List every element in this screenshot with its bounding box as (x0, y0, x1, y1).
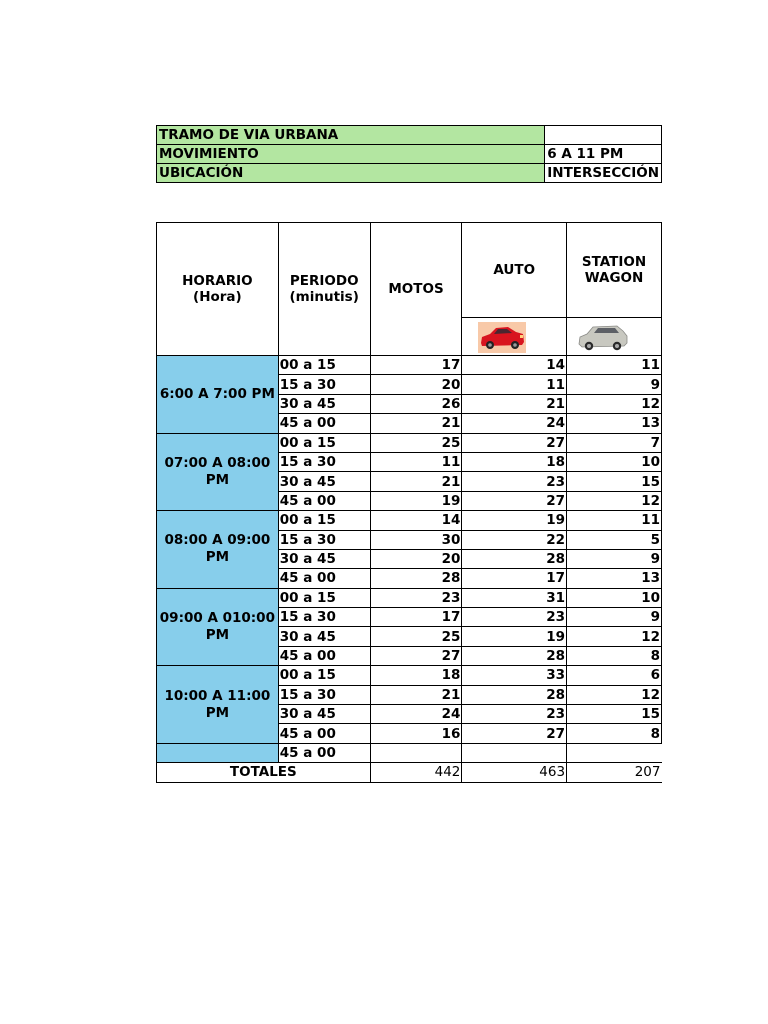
station-cell: 9 (567, 608, 662, 627)
station-image-cell (567, 318, 662, 356)
motos-cell: 20 (370, 549, 462, 568)
hour-range: 07:00 A 08:00 PM (157, 433, 279, 511)
info-table (156, 125, 662, 183)
periodo-cell: 00 a 15 (278, 511, 370, 530)
header-auto: AUTO (462, 223, 567, 318)
motos-cell: 26 (370, 394, 462, 413)
motos-cell: 30 (370, 530, 462, 549)
motos-cell: 24 (370, 705, 462, 724)
periodo-cell: 45 a 00 (278, 414, 370, 433)
station-cell: 11 (567, 356, 662, 375)
auto-cell: 31 (462, 588, 567, 607)
motos-cell: 21 (370, 472, 462, 491)
hour-range: 6:00 A 7:00 PM (157, 356, 279, 434)
station-cell: 6 (567, 666, 662, 685)
motos-cell: 18 (370, 666, 462, 685)
motos-cell: 25 (370, 627, 462, 646)
station-cell: 8 (567, 646, 662, 665)
motos-cell: 14 (370, 511, 462, 530)
totals-motos: 442 (370, 763, 462, 782)
info-label: UBICACIÓN (157, 164, 545, 183)
periodo-cell: 15 a 30 (278, 530, 370, 549)
station-cell: 12 (567, 491, 662, 510)
empty-cell (462, 743, 567, 762)
auto-cell: 28 (462, 549, 567, 568)
empty-cell (567, 743, 662, 762)
info-value (545, 126, 662, 145)
auto-cell: 17 (462, 569, 567, 588)
auto-image-cell (462, 318, 567, 356)
auto-cell: 18 (462, 452, 567, 471)
empty-cell (370, 743, 462, 762)
motos-cell: 17 (370, 356, 462, 375)
auto-cell: 19 (462, 627, 567, 646)
hour-range: 09:00 A 010:00 PM (157, 588, 279, 666)
totals-station: 207 (567, 763, 662, 782)
station-cell: 9 (567, 549, 662, 568)
periodo-cell: 15 a 30 (278, 452, 370, 471)
motos-cell: 27 (370, 646, 462, 665)
periodo-cell: 45 a 00 (278, 724, 370, 743)
auto-cell: 23 (462, 608, 567, 627)
hour-range: 08:00 A 09:00 PM (157, 511, 279, 589)
auto-cell: 28 (462, 685, 567, 704)
station-cell: 5 (567, 530, 662, 549)
header-periodo: PERIODO (minutis) (278, 223, 370, 356)
periodo-cell: 45 a 00 (278, 743, 370, 762)
periodo-cell: 45 a 00 (278, 646, 370, 665)
station-cell: 10 (567, 452, 662, 471)
auto-cell: 21 (462, 394, 567, 413)
periodo-cell: 30 a 45 (278, 394, 370, 413)
periodo-cell: 15 a 30 (278, 685, 370, 704)
table-row (157, 356, 662, 375)
auto-cell: 28 (462, 646, 567, 665)
auto-cell: 14 (462, 356, 567, 375)
periodo-cell: 45 a 00 (278, 491, 370, 510)
auto-cell: 27 (462, 433, 567, 452)
auto-cell: 27 (462, 724, 567, 743)
auto-cell: 23 (462, 705, 567, 724)
periodo-cell: 00 a 15 (278, 666, 370, 685)
header-station: STATION WAGON (567, 223, 662, 318)
motos-cell: 21 (370, 685, 462, 704)
info-row (157, 164, 662, 183)
motos-cell: 28 (370, 569, 462, 588)
auto-cell: 27 (462, 491, 567, 510)
totals-label: TOTALES (157, 763, 371, 782)
station-cell: 9 (567, 375, 662, 394)
periodo-cell: 15 a 30 (278, 375, 370, 394)
station-cell: 7 (567, 433, 662, 452)
auto-cell: 23 (462, 472, 567, 491)
station-wagon-icon (577, 322, 629, 353)
station-cell: 11 (567, 511, 662, 530)
periodo-cell: 00 a 15 (278, 356, 370, 375)
header-horario: HORARIO (Hora) (157, 223, 279, 356)
table-row (157, 433, 662, 452)
table-row (157, 511, 662, 530)
motos-cell: 16 (370, 724, 462, 743)
table-row (157, 588, 662, 607)
auto-cell: 19 (462, 511, 567, 530)
periodo-cell: 30 a 45 (278, 549, 370, 568)
station-cell: 10 (567, 588, 662, 607)
info-value: 6 A 11 PM (545, 145, 662, 164)
motos-cell: 25 (370, 433, 462, 452)
totals-row (157, 763, 662, 782)
periodo-cell: 30 a 45 (278, 472, 370, 491)
hour-range-empty (157, 743, 279, 762)
totals-auto: 463 (462, 763, 567, 782)
station-cell: 12 (567, 685, 662, 704)
station-cell: 8 (567, 724, 662, 743)
info-value: INTERSECCIÓN (545, 164, 662, 183)
periodo-cell: 00 a 15 (278, 433, 370, 452)
spreadsheet (156, 0, 662, 1024)
info-row (157, 145, 662, 164)
auto-cell: 22 (462, 530, 567, 549)
header-motos: MOTOS (370, 223, 462, 356)
station-cell: 15 (567, 705, 662, 724)
station-cell: 12 (567, 627, 662, 646)
motos-cell: 17 (370, 608, 462, 627)
periodo-cell: 00 a 15 (278, 588, 370, 607)
auto-cell: 33 (462, 666, 567, 685)
station-cell: 12 (567, 394, 662, 413)
red-car-icon (478, 322, 526, 353)
motos-cell: 21 (370, 414, 462, 433)
auto-cell: 11 (462, 375, 567, 394)
station-cell: 13 (567, 569, 662, 588)
motos-cell: 19 (370, 491, 462, 510)
hour-range: 10:00 A 11:00 PM (157, 666, 279, 744)
auto-cell: 24 (462, 414, 567, 433)
info-label: MOVIMIENTO (157, 145, 545, 164)
info-row (157, 126, 662, 145)
motos-cell: 23 (370, 588, 462, 607)
periodo-cell: 15 a 30 (278, 608, 370, 627)
motos-cell: 11 (370, 452, 462, 471)
motos-cell: 20 (370, 375, 462, 394)
table-row (157, 666, 662, 685)
station-cell: 15 (567, 472, 662, 491)
periodo-cell: 30 a 45 (278, 705, 370, 724)
info-label: TRAMO DE VIA URBANA (157, 126, 545, 145)
periodo-cell: 45 a 00 (278, 569, 370, 588)
table-row-extra (157, 743, 662, 762)
station-cell: 13 (567, 414, 662, 433)
traffic-count-table (156, 222, 662, 783)
periodo-cell: 30 a 45 (278, 627, 370, 646)
